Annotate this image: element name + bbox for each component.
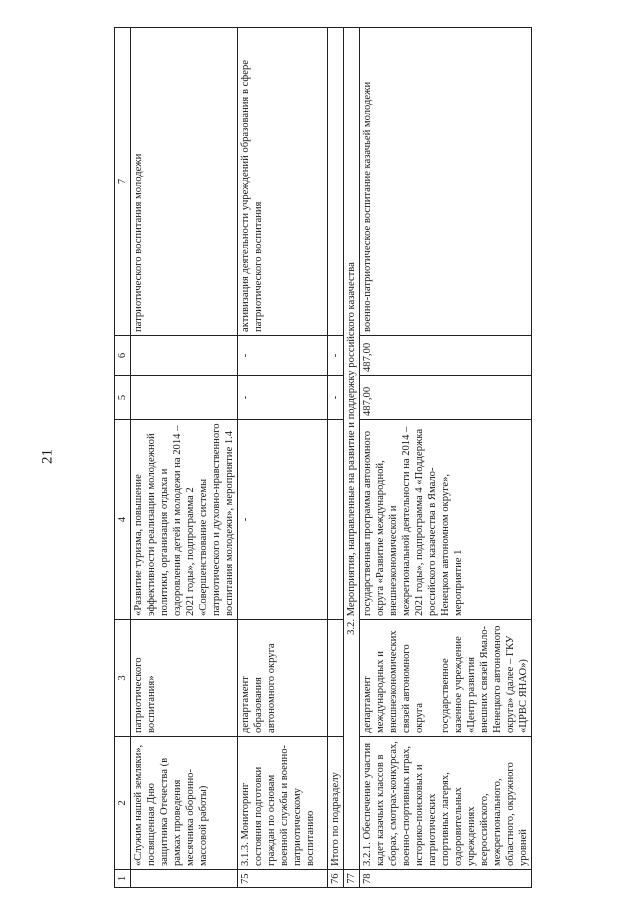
row-number: 75 <box>238 870 328 888</box>
program-table <box>114 27 532 888</box>
row-number: 78 <box>360 870 532 888</box>
header-cell: 4 <box>115 420 131 620</box>
program-ref: «Развитие туризма, повышение эффективности реализации молодежной политики, организация отдыха и оздоровления детей и молодежи на 2014 – 2021 годы», подпрограмма 2 «Совершенствование системы патриотического и духовно-нравственного воспитания молодежи», мероприятие 1.4 <box>131 420 238 620</box>
activity-name: 3.1.3. Мониторинг состояния подготовки граждан по основам военной службы и военно-патриотическому воспитанию <box>238 737 328 870</box>
header-cell: 2 <box>115 737 131 870</box>
row-number: 77 <box>344 870 360 888</box>
program-ref: - <box>238 420 328 620</box>
table-row <box>360 28 532 888</box>
funding-value: - <box>238 336 328 376</box>
page-number: 21 <box>39 449 56 464</box>
program-ref <box>328 420 344 620</box>
table-row <box>238 28 328 888</box>
section-title: 3.2. Мероприятия, направленные на развитие и поддержку российского казачества <box>344 28 360 870</box>
funding-value: - <box>328 336 344 376</box>
rotated-table-container <box>114 28 544 888</box>
table-row <box>328 28 344 888</box>
header-cell: 7 <box>115 28 131 336</box>
executor-primary: департамент международных и внешнеэкономических связей автономного округа <box>362 630 425 733</box>
executor <box>360 620 532 737</box>
funding-value <box>131 336 238 376</box>
funding-value <box>131 376 238 420</box>
executor-secondary: государственное казенное учреждение «Центр развития внешних связей Ямало-Ненецкого автономного округа» (далее – ГКУ «ЦРВС ЯНАО») <box>440 625 529 733</box>
funding-value: 487,00 <box>360 336 532 376</box>
expected-result: активизация деятельности учреждений образования в сфере патриотического воспитания <box>238 28 328 336</box>
header-cell: 5 <box>115 376 131 420</box>
subtotal-label: Итого по подразделу <box>328 737 344 870</box>
section-row <box>344 28 360 888</box>
executor: патриотического воспитания» <box>131 620 238 737</box>
activity-name: «Служим нашей земляки», посвященная Дню защитника Отечества (в рамках проведения месячника оборонно-массовой работы) <box>131 737 238 870</box>
row-number: 76 <box>328 870 344 888</box>
program-ref: государственная программа автономного округа «Развитие международной, внешнеэкономической и межрегиональной деятельности на 2014 – 2021 годы», подпрограмма 4 «Поддержка российского казачества в Ямало-Ненецком автономном округе», мероприятие 1 <box>360 420 532 620</box>
row-number <box>131 870 238 888</box>
header-cell: 3 <box>115 620 131 737</box>
activity-name: 3.2.1. Обеспечение участия кадет казачьих классов в сборах, смотрах-конкурсах, военно-спортивных играх, историко-поисковых и патриотических спортивных лагерях, оздоровительных учреждениях всероссийского, межрегионального, областного, окружного уровней <box>360 737 532 870</box>
executor <box>328 620 344 737</box>
header-row <box>115 28 131 888</box>
funding-value: - <box>238 376 328 420</box>
executor: департамент образования автономного округа <box>238 620 328 737</box>
expected-result: военно-патриотическое воспитание казачьей молодежи <box>360 28 532 336</box>
funding-value: 487,00 <box>360 376 532 420</box>
header-cell: 6 <box>115 336 131 376</box>
expected-result: патриотического воспитания молодежи <box>131 28 238 336</box>
funding-value: - <box>328 376 344 420</box>
header-cell: 1 <box>115 870 131 888</box>
table-row <box>131 28 238 888</box>
expected-result <box>328 28 344 336</box>
